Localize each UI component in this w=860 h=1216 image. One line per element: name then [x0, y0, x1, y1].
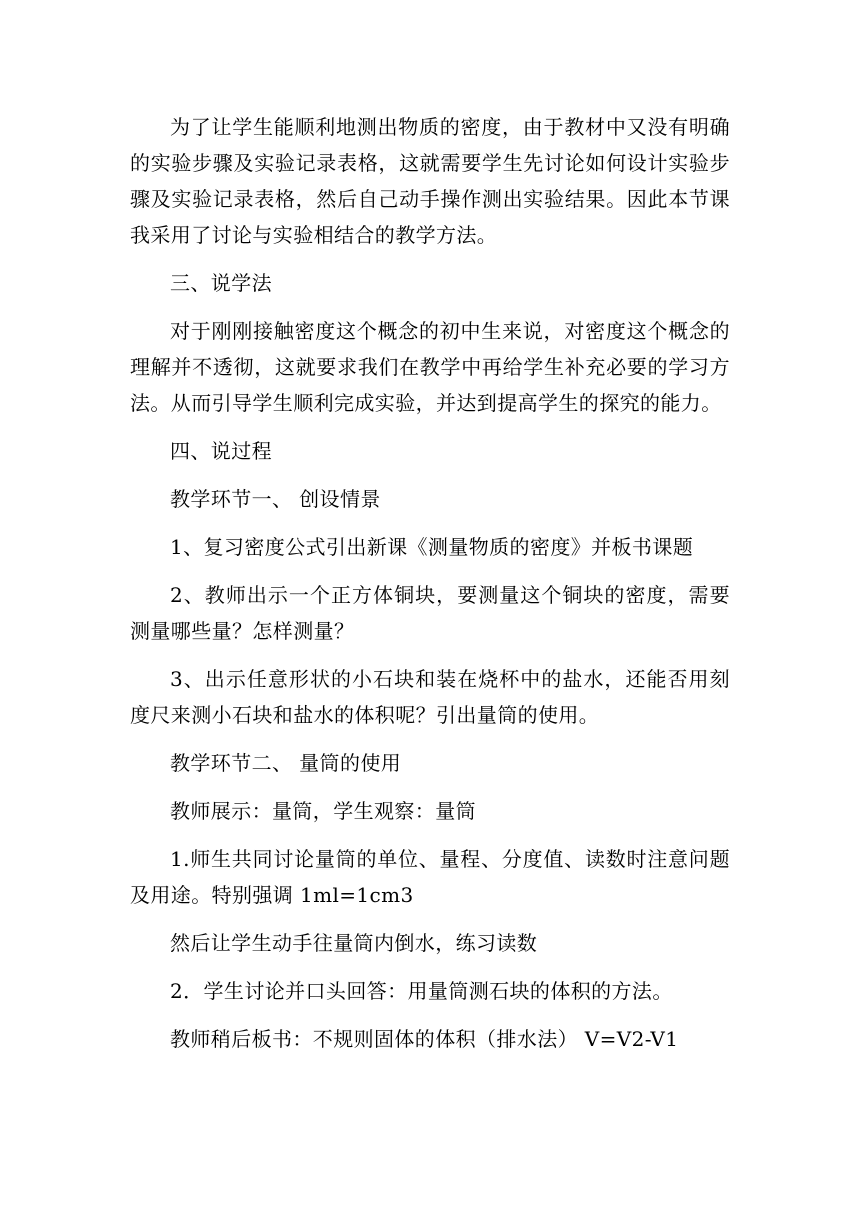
list-item: 3、出示任意形状的小石块和装在烧杯中的盐水，还能否用刻度尺来测小石块和盐水的体积呢？引出量筒的使用。 — [130, 667, 730, 727]
paragraph-teaching-method: 为了让学生能顺利地测出物质的密度，由于教材中又没有明确的实验步骤及实验记录表格，这就需要学生先讨论如何设计实验步骤及实验记录表格，然后自己动手操作测出实验结果。因此本节课我采用了讨论与实验相结合的教学方法。 — [130, 115, 730, 247]
paragraph-study-method: 对于刚刚接触密度这个概念的初中生来说，对密度这个概念的理解并不透彻，这就要求我们在教学中再给学生补充必要的学习方法。从而引导学生顺利完成实验，并达到提高学生的探究的能力。 — [130, 319, 730, 415]
heading-step-two: 教学环节二、 量筒的使用 — [170, 751, 402, 775]
paragraph-practice: 然后让学生动手往量筒内倒水，练习读数 — [170, 931, 538, 955]
heading-study-method: 三、说学法 — [170, 271, 272, 295]
heading-process: 四、说过程 — [170, 439, 272, 463]
list-item: 2．学生讨论并口头回答：用量筒测石块的体积的方法。 — [170, 979, 673, 1003]
list-item: 1.师生共同讨论量筒的单位、量程、分度值、读数时注意问题及用途。特别强调 1ml=1cm3 — [130, 847, 730, 907]
list-item: 1、复习密度公式引出新课《测量物质的密度》并板书课题 — [170, 535, 694, 559]
heading-step-one: 教学环节一、 创设情景 — [170, 487, 381, 511]
paragraph-demonstration: 教师展示：量筒，学生观察：量筒 — [170, 799, 476, 823]
paragraph-board-note: 教师稍后板书：不规则固体的体积（排水法） V=V2-V1 — [170, 1027, 679, 1051]
document-body — [130, 109, 730, 1069]
list-item: 2、教师出示一个正方体铜块，要测量这个铜块的密度，需要测量哪些量？怎样测量？ — [130, 583, 730, 643]
